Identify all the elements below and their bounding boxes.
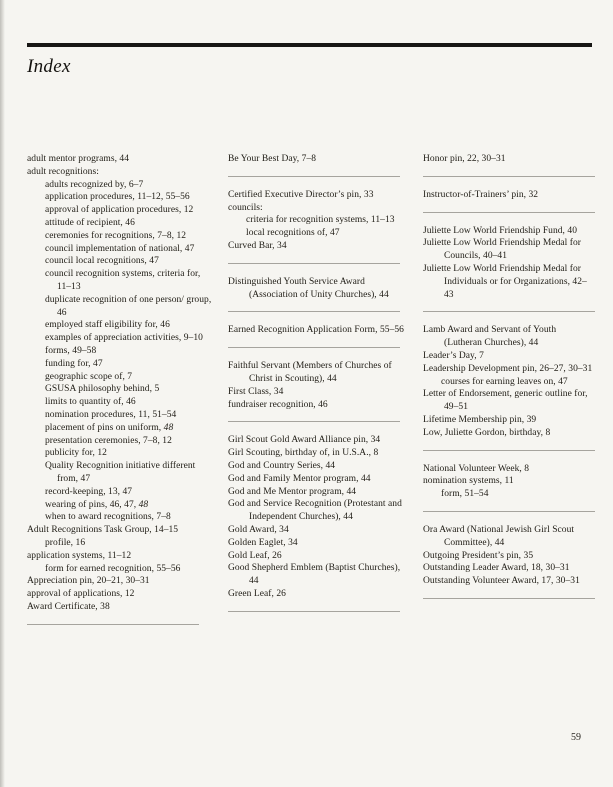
entry-text: council local recognitions, 47: [45, 256, 159, 267]
index-entry: [27, 563, 216, 576]
page-title: Index: [27, 56, 71, 77]
entry-text: Outgoing President’s pin, 35: [423, 550, 534, 561]
index-entry: [423, 376, 595, 389]
entry-text: Juliette Low World Friendship Medal for Councils, 40–41: [423, 238, 581, 262]
entry-text: GSUSA philosophy behind, 5: [45, 384, 160, 395]
entry-text: Distinguished Youth Service Award (Association of Unity Churches), 44: [228, 276, 389, 300]
entry-text: wearing of pins, 46, 47,: [45, 499, 139, 510]
entry-text: employed staff eligibility for, 46: [45, 320, 170, 331]
index-entry: [423, 463, 595, 476]
index-entry: [27, 601, 216, 614]
entry-text: Letter of Endorsement, generic outline for, 49–51: [423, 389, 588, 413]
index-entry: [228, 227, 411, 240]
page-number: 59: [571, 732, 581, 743]
index-entry: [27, 409, 216, 422]
entry-text-italic: 48: [138, 499, 149, 510]
index-entry: [228, 498, 411, 524]
index-entry: [228, 550, 411, 563]
entry-text: fundraiser recognition, 46: [228, 399, 328, 410]
entry-text: council implementation of national, 47: [45, 243, 195, 254]
index-entry: [228, 588, 411, 601]
entry-text: form, 51–54: [441, 489, 489, 500]
index-entry: [27, 166, 216, 179]
entry-text: Golden Eaglet, 34: [228, 537, 298, 548]
entry-text: Award Certificate, 38: [27, 601, 110, 612]
index-entry: [27, 255, 216, 268]
section-divider: [228, 347, 400, 348]
index-group: [423, 189, 595, 202]
entry-text: Faithful Servant (Members of Churches of Christ in Scouting), 44: [228, 361, 392, 384]
index-entry: [423, 189, 595, 202]
entry-text: Quality Recognition initiative different from, 47: [45, 461, 196, 484]
index-entry: [228, 537, 411, 550]
index-entry: [423, 414, 595, 427]
index-entry: [27, 243, 216, 256]
index-group: [228, 434, 411, 600]
entry-text: Leader’s Day, 7: [423, 350, 484, 361]
entry-text: Leadership Development pin, 26–27, 30–31: [423, 363, 593, 374]
index-entry: [27, 447, 216, 460]
index-entry: [228, 202, 411, 215]
index-group: [423, 225, 595, 302]
index-group: [228, 153, 411, 166]
entry-text: Earned Recognition Application Form, 55–56: [228, 325, 404, 336]
index-group: [228, 276, 411, 302]
entry-text: examples of appreciation activities, 9–10: [45, 333, 203, 344]
index-entry: [228, 434, 411, 447]
index-columns: [27, 153, 607, 625]
entry-text: attitude of recipient, 46: [45, 217, 135, 228]
index-entry: [423, 388, 595, 414]
entry-text: Lamb Award and Servant of Youth (Lutheran Churches), 44: [423, 325, 557, 349]
entry-text: profile, 16: [45, 537, 86, 548]
index-entry: [423, 562, 595, 575]
index-group: [423, 324, 595, 439]
index-entry: [228, 486, 411, 499]
section-divider: [423, 311, 595, 312]
entry-text: forms, 49–58: [45, 345, 97, 356]
index-entry: [423, 153, 595, 166]
section-divider: [228, 176, 400, 177]
entry-text: Low, Juliette Gordon, birthday, 8: [423, 427, 551, 438]
index-entry: [228, 214, 411, 227]
section-divider: [228, 421, 400, 422]
section-divider: [228, 311, 400, 312]
index-entry: [228, 189, 411, 202]
entry-text: application procedures, 11–12, 55–56: [45, 192, 190, 203]
entry-text: Gold Leaf, 26: [228, 550, 282, 561]
index-entry: [423, 324, 595, 350]
index-group: [228, 324, 411, 337]
index-entry: [27, 486, 216, 499]
entry-text: adult recognitions:: [27, 166, 99, 177]
entry-text: Outstanding Volunteer Award, 17, 30–31: [423, 576, 580, 587]
entry-text: Outstanding Leader Award, 18, 30–31: [423, 563, 570, 574]
index-entry: [27, 524, 216, 537]
index-entry: [27, 332, 216, 345]
index-entry: [423, 550, 595, 563]
entry-text: Honor pin, 22, 30–31: [423, 154, 506, 164]
index-entry: [228, 324, 411, 337]
entry-text: approval of applications, 12: [27, 589, 135, 600]
entry-text: councils:: [228, 202, 263, 213]
entry-text: duplicate recognition of one person/ group, 46: [45, 294, 212, 318]
index-entry: [27, 358, 216, 371]
index-entry: [228, 276, 411, 302]
index-column-2: [228, 153, 423, 612]
index-entry: [27, 422, 216, 435]
index-entry: [228, 524, 411, 537]
index-entry: [423, 237, 595, 263]
entry-text: God and Family Mentor program, 44: [228, 473, 371, 484]
entry-text-italic: 48: [163, 422, 174, 433]
index-entry: [423, 575, 595, 588]
index-entry: [27, 217, 216, 230]
section-divider: [423, 598, 595, 599]
entry-text: presentation ceremonies, 7–8, 12: [45, 435, 172, 446]
index-column-3: [423, 153, 607, 599]
index-entry: [423, 363, 595, 376]
entry-text: Girl Scout Gold Award Alliance pin, 34: [228, 435, 381, 446]
index-entry: [27, 319, 216, 332]
entry-text: Be Your Best Day, 7–8: [228, 154, 317, 164]
index-entry: [423, 225, 595, 238]
top-rule: [27, 43, 592, 47]
entry-text: nomination systems, 11: [423, 476, 514, 487]
index-entry: [27, 499, 216, 512]
entry-text: Adult Recognitions Task Group, 14–15: [27, 525, 179, 536]
index-entry: [228, 399, 411, 412]
index-entry: [27, 191, 216, 204]
section-divider: [423, 450, 595, 451]
index-group: [27, 153, 216, 614]
entry-text: Appreciation pin, 20–21, 30–31: [27, 576, 150, 587]
index-entry: [27, 396, 216, 409]
entry-text: form for earned recognition, 55–56: [45, 563, 181, 574]
index-entry: [27, 179, 216, 192]
index-entry: [27, 588, 216, 601]
index-entry: [423, 524, 595, 550]
index-column-1: [27, 153, 228, 625]
index-entry: [228, 473, 411, 486]
index-entry: [27, 511, 216, 524]
entry-text: Ora Award (National Jewish Girl Scout Committee), 44: [423, 524, 575, 548]
entry-text: Girl Scouting, birthday of, in U.S.A., 8: [228, 448, 379, 459]
index-entry: [27, 550, 216, 563]
index-entry: [27, 460, 216, 486]
index-entry: [423, 263, 595, 301]
entry-text: Juliette Low World Friendship Fund, 40: [423, 225, 578, 236]
entry-text: Certified Executive Director’s pin, 33: [228, 189, 374, 200]
index-group: [228, 189, 411, 253]
entry-text: local recognitions of, 47: [246, 228, 340, 239]
entry-text: placement of pins on uniform,: [45, 422, 164, 433]
entry-text: criteria for recognition systems, 11–13: [246, 215, 395, 226]
index-entry: [27, 345, 216, 358]
entry-text: Curved Bar, 34: [228, 240, 287, 251]
index-entry: [27, 575, 216, 588]
index-group: [423, 524, 595, 588]
entry-text: God and Country Series, 44: [228, 460, 336, 471]
entry-text: limits to quantity of, 46: [45, 397, 136, 408]
entry-text: Lifetime Membership pin, 39: [423, 414, 537, 425]
index-entry: [27, 268, 216, 294]
entry-text: First Class, 34: [228, 386, 284, 397]
section-divider: [27, 624, 199, 625]
entry-text: record-keeping, 13, 47: [45, 486, 133, 497]
entry-text: Good Shepherd Emblem (Baptist Churches), 44: [228, 563, 401, 587]
index-entry: [27, 294, 216, 320]
index-entry: [228, 460, 411, 473]
section-divider: [423, 176, 595, 177]
entry-text: funding for, 47: [45, 358, 103, 369]
index-entry: [27, 537, 216, 550]
entry-text: when to award recognitions, 7–8: [45, 512, 171, 523]
section-divider: [423, 511, 595, 512]
entry-text: National Volunteer Week, 8: [423, 463, 530, 474]
entry-text: courses for earning leaves on, 47: [441, 376, 568, 387]
section-divider: [423, 212, 595, 213]
index-entry: [27, 371, 216, 384]
index-entry: [228, 447, 411, 460]
index-entry: [228, 562, 411, 588]
index-group: [228, 360, 411, 411]
index-entry: [423, 427, 595, 440]
entry-text: nomination procedures, 11, 51–54: [45, 409, 177, 420]
index-entry: [27, 383, 216, 396]
entry-text: publicity for, 12: [45, 448, 107, 459]
entry-text: adults recognized by, 6–7: [45, 179, 144, 190]
index-entry: [27, 435, 216, 448]
entry-text: God and Service Recognition (Protestant and Independent Churches), 44: [228, 499, 402, 523]
index-entry: [228, 153, 411, 166]
entry-text: adult mentor programs, 44: [27, 154, 130, 164]
entry-text: Instructor-of-Trainers’ pin, 32: [423, 189, 539, 200]
entry-text: Gold Award, 34: [228, 524, 289, 535]
index-entry: [423, 350, 595, 363]
entry-text: application systems, 11–12: [27, 550, 132, 561]
index-group: [423, 153, 595, 166]
index-entry: [228, 360, 411, 386]
section-divider: [228, 611, 400, 612]
index-entry: [27, 153, 216, 166]
entry-text: Juliette Low World Friendship Medal for Individuals or for Organizations, 42–43: [423, 263, 587, 300]
entry-text: approval of application procedures, 12: [45, 205, 194, 216]
entry-text: ceremonies for recognitions, 7–8, 12: [45, 230, 187, 241]
index-entry: [423, 475, 595, 488]
entry-text: God and Me Mentor program, 44: [228, 486, 357, 497]
index-group: [423, 463, 595, 501]
index-entry: [228, 386, 411, 399]
section-divider: [228, 263, 400, 264]
index-entry: [423, 488, 595, 501]
entry-text: geographic scope of, 7: [45, 371, 133, 382]
index-entry: [27, 230, 216, 243]
index-entry: [27, 204, 216, 217]
index-entry: [228, 240, 411, 253]
entry-text: Green Leaf, 26: [228, 588, 286, 599]
entry-text: council recognition systems, criteria for, 11–13: [45, 269, 201, 292]
